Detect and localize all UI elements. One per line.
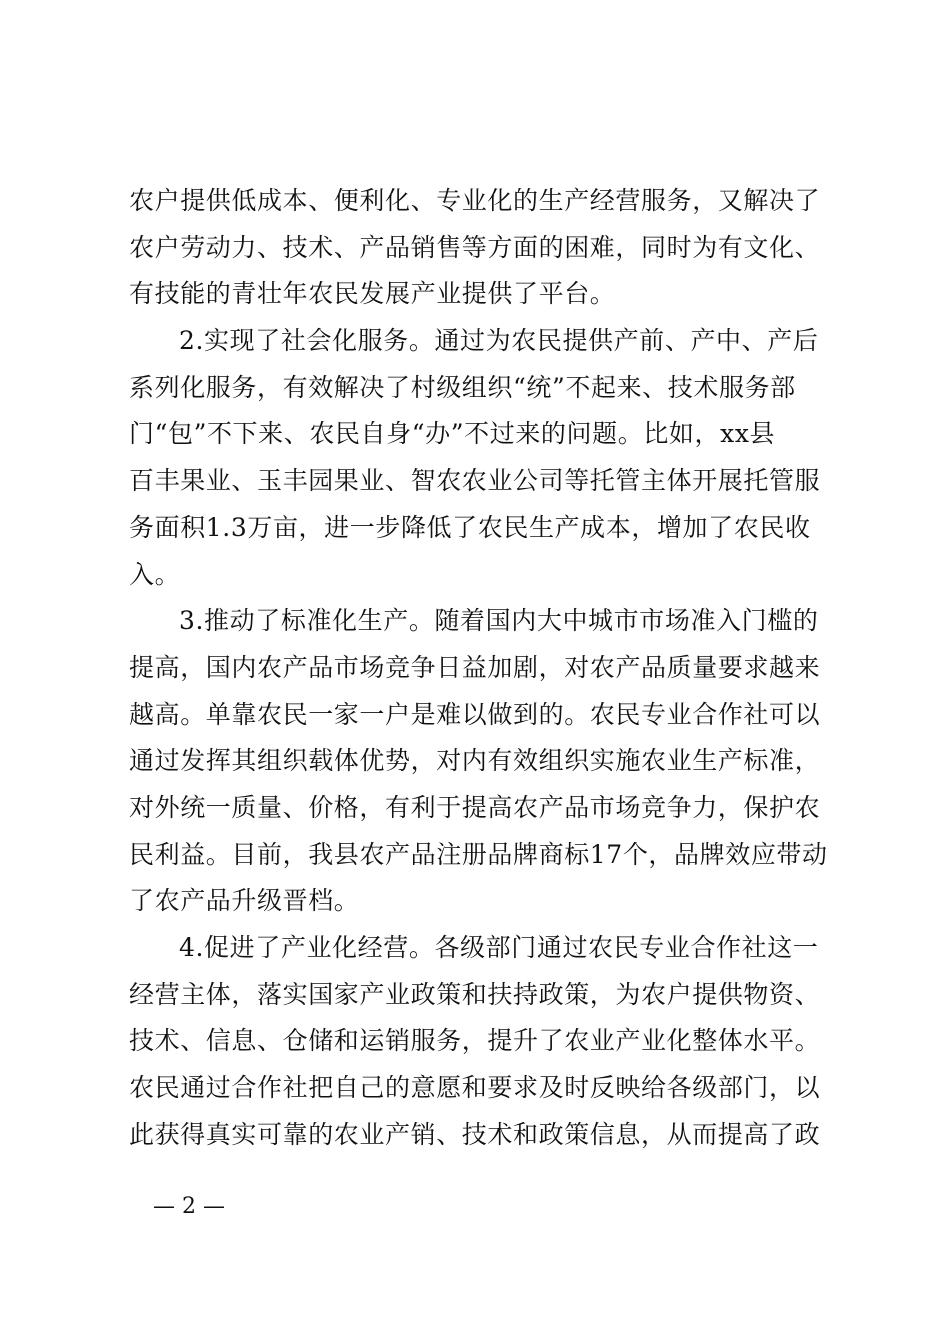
text-line: 农户提供低成本、便利化、专业化的生产经营服务，又解决了 bbox=[129, 186, 821, 215]
paragraph-2 bbox=[129, 598, 829, 925]
paragraph-0 bbox=[129, 178, 829, 318]
text-line: 务面积1.3万亩，进一步降低了农民生产成本，增加了农民收 bbox=[129, 512, 811, 542]
text-line: 提高，国内农产品市场竞争日益加剧，对农产品质量要求越来 bbox=[129, 652, 821, 682]
text-line: 了农产品升级晋档。 bbox=[129, 886, 360, 916]
text-line: 入。 bbox=[129, 559, 181, 589]
text-line: 民利益。目前，我县农产品注册品牌商标17个，品牌效应带动 bbox=[129, 839, 828, 869]
text-line: 农民通过合作社把自己的意愿和要求及时反映给各级部门，以 bbox=[129, 1073, 821, 1103]
text-line: 经营主体，落实国家产业政策和扶持政策，为农户提供物资、 bbox=[129, 979, 821, 1009]
paragraph-3 bbox=[129, 925, 829, 1158]
text-line: 对外统一质量、价格，有利于提高农产品市场竞争力，保护农 bbox=[129, 792, 821, 822]
body-text bbox=[129, 178, 829, 1158]
text-line: 门“包”不下来、农民自身“办”不过来的问题。比如，xx县 bbox=[129, 419, 776, 449]
page-number: — 2 — bbox=[153, 1194, 225, 1219]
text-line: 此获得真实可靠的农业产销、技术和政策信息，从而提高了政 bbox=[129, 1119, 821, 1149]
text-line: 越高。单靠农民一家一户是难以做到的。农民专业合作社可以 bbox=[129, 699, 821, 729]
text-line: 有技能的青壮年农民发展产业提供了平台。 bbox=[129, 279, 616, 309]
text-line: 4.促进了产业化经营。各级部门通过农民专业合作社这一 bbox=[179, 933, 819, 962]
text-line: 系列化服务，有效解决了村级组织“统”不起来、技术服务部 bbox=[129, 372, 796, 402]
text-line: 3.推动了标准化生产。随着国内大中城市市场准入门槛的 bbox=[179, 606, 819, 636]
text-line: 技术、信息、仓储和运销服务，提升了农业产业化整体水平。 bbox=[129, 1026, 821, 1056]
paragraph-1 bbox=[129, 318, 829, 598]
text-line: 百丰果业、玉丰园果业、智农农业公司等托管主体开展托管服 bbox=[129, 466, 821, 496]
text-line: 2.实现了社会化服务。通过为农民提供产前、产中、产后 bbox=[179, 326, 819, 356]
text-line: 农户劳动力、技术、产品销售等方面的困难，同时为有文化、 bbox=[129, 232, 821, 262]
text-line: 通过发挥其组织载体优势，对内有效组织实施农业生产标准， bbox=[129, 746, 821, 776]
